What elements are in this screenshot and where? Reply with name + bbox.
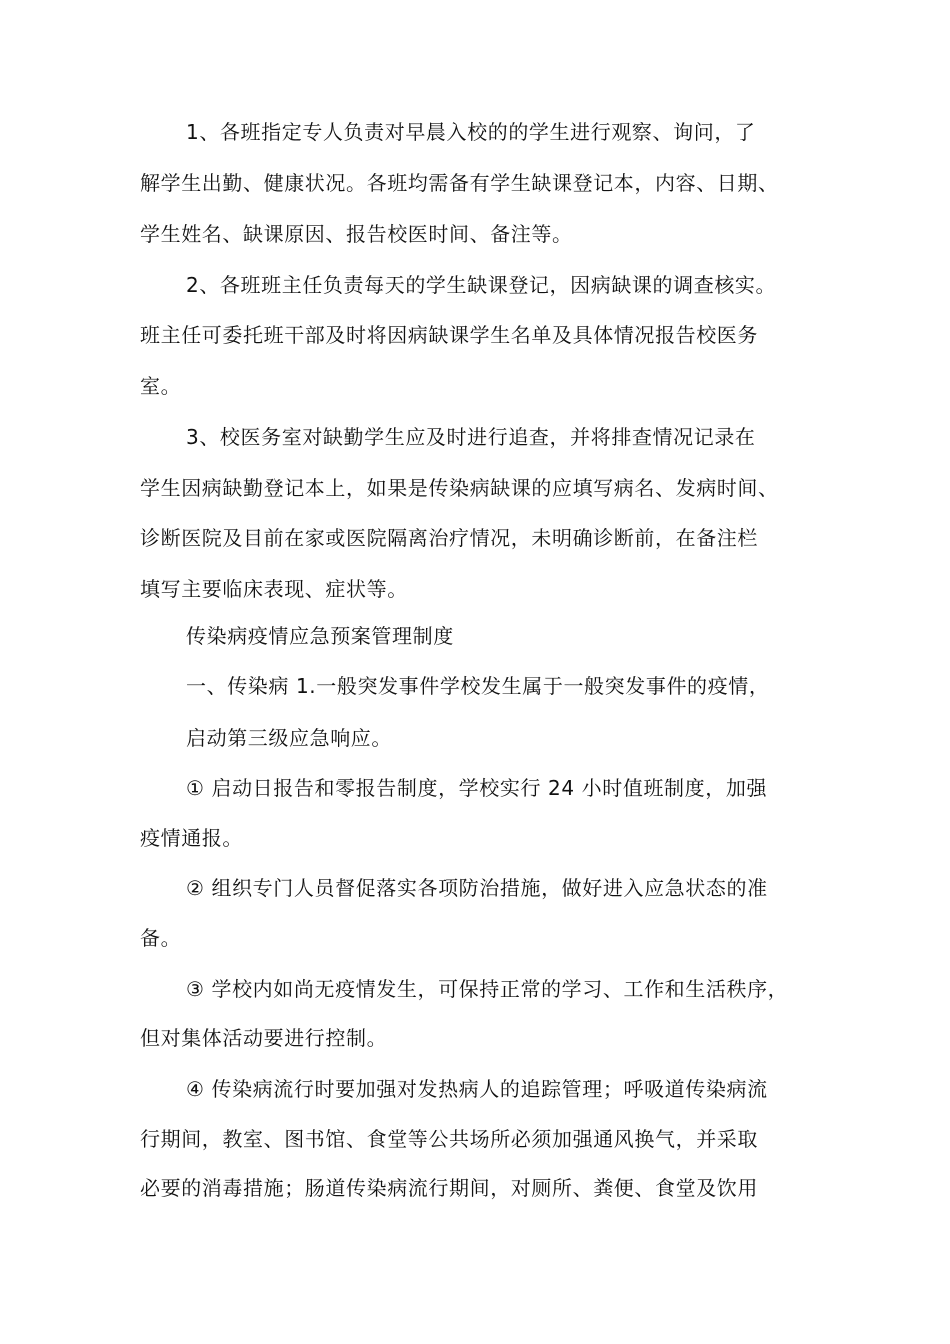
text-line: 3、校医务室对缺勤学生应及时进行追查，并将排查情况记录在 xyxy=(186,425,756,449)
text-line: 诊断医院及目前在家或医院隔离治疗情况，未明确诊断前，在备注栏 xyxy=(140,526,758,550)
text-line: ③ 学校内如尚无疫情发生，可保持正常的学习、工作和生活秩序， xyxy=(186,977,789,1001)
text-line: 班主任可委托班干部及时将因病缺课学生名单及具体情况报告校医务 xyxy=(140,323,758,347)
text-line: 启动第三级应急响应。 xyxy=(186,726,392,750)
text-line: 疫情通报。 xyxy=(140,826,243,850)
text-line: 解学生出勤、健康状况。各班均需备有学生缺课登记本，内容、日期、 xyxy=(140,171,779,195)
text-line: 一、传染病 1.一般突发事件学校发生属于一般突发事件的疫情， xyxy=(186,674,770,698)
text-line: 学生姓名、缺课原因、报告校医时间、备注等。 xyxy=(140,222,573,246)
text-line: 1、各班指定专人负责对早晨入校的的学生进行观察、询问，了 xyxy=(186,120,756,144)
text-line: 必要的消毒措施；肠道传染病流行期间，对厕所、粪便、食堂及饮用 xyxy=(140,1176,758,1200)
text-line: 行期间，教室、图书馆、食堂等公共场所必须加强通风换气，并采取 xyxy=(140,1127,758,1151)
section-heading: 传染病疫情应急预案管理制度 xyxy=(186,624,454,648)
text-line: ④ 传染病流行时要加强对发热病人的追踪管理；呼吸道传染病流 xyxy=(186,1077,768,1101)
text-line: 室。 xyxy=(140,374,182,398)
text-line: 2、各班班主任负责每天的学生缺课登记，因病缺课的调查核实。 xyxy=(186,273,777,297)
text-line: 但对集体活动要进行控制。 xyxy=(140,1026,388,1050)
text-line: ② 组织专门人员督促落实各项防治措施，做好进入应急状态的准 xyxy=(186,876,768,900)
text-line: 填写主要临床表现、症状等。 xyxy=(140,577,408,601)
text-line: ① 启动日报告和零报告制度，学校实行 24 小时值班制度，加强 xyxy=(186,776,768,800)
text-line: 学生因病缺勤登记本上，如果是传染病缺课的应填写病名、发病时间、 xyxy=(140,476,779,500)
text-line: 备。 xyxy=(140,926,182,950)
